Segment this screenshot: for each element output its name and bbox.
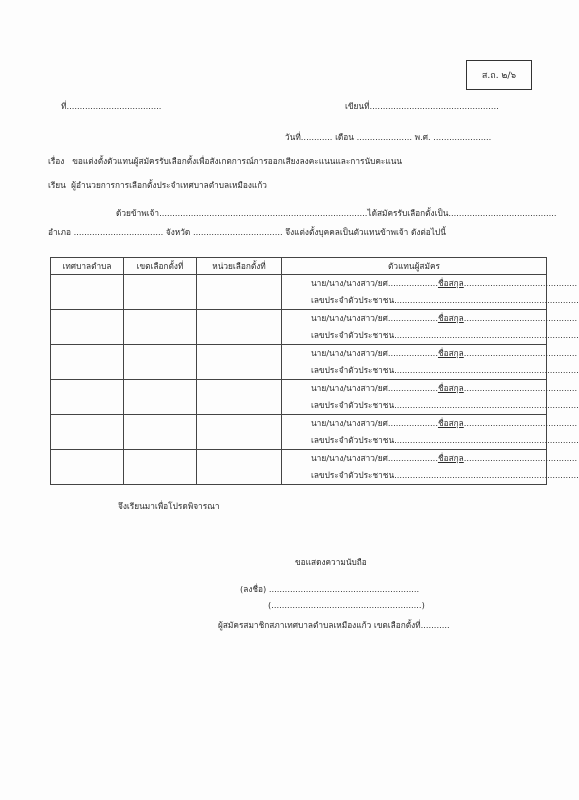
id-number-line[interactable]: เลขประจำตัวประชาชน...................................................................... bbox=[311, 435, 579, 445]
municipality-cell[interactable] bbox=[51, 275, 124, 310]
surname-label: ชื่อสกุล bbox=[437, 453, 464, 463]
body-line-1[interactable]: ด้วยข้าพเจ้า...............................................................................ได้สมัครรับเลือกตั้งเป็น......................................... bbox=[116, 208, 557, 218]
unit-cell[interactable] bbox=[197, 450, 282, 485]
id-number-line[interactable]: เลขประจำตัวประชาชน...................................................................... bbox=[311, 330, 579, 340]
surname-label: ชื่อสกุล bbox=[437, 278, 464, 288]
surname-label: ชื่อสกุล bbox=[437, 383, 464, 393]
district-cell[interactable] bbox=[124, 450, 197, 485]
unit-cell[interactable] bbox=[197, 345, 282, 380]
name-prefix: นาย/นาง/นางสาว/ยศ................... bbox=[311, 278, 438, 288]
district-cell[interactable] bbox=[124, 310, 197, 345]
representative-name-line[interactable] bbox=[282, 345, 578, 362]
representative-cell[interactable] bbox=[282, 450, 579, 485]
recipient-text: ผู้อำนวยการการเลือกตั้งประจำเทศบาลตำบลเหมืองแก้ว bbox=[71, 180, 267, 190]
subject-text: ขอแต่งตั้งตัวแทนผู้สมัครรับเลือกตั้งเพื่อสังเกตการณ์การออกเสียงลงคะแนนและการนับคะแนน bbox=[72, 156, 403, 166]
municipality-cell[interactable] bbox=[51, 380, 124, 415]
district-cell[interactable] bbox=[124, 275, 197, 310]
written-at-line bbox=[345, 99, 499, 113]
name-prefix: นาย/นาง/นางสาว/ยศ................... bbox=[311, 418, 438, 428]
municipality-cell[interactable] bbox=[51, 450, 124, 485]
representative-cell[interactable] bbox=[282, 275, 579, 310]
recipient-line bbox=[48, 178, 267, 192]
document-number-label: ที่ bbox=[61, 101, 67, 111]
table-row bbox=[51, 345, 547, 380]
unit-cell[interactable] bbox=[197, 380, 282, 415]
surname-field: ........................................... bbox=[463, 453, 578, 463]
document-number-field[interactable]: .................................... bbox=[66, 101, 162, 111]
name-prefix: นาย/นาง/นางสาว/ยศ................... bbox=[311, 313, 438, 323]
closing-consideration: จึงเรียนมาเพื่อโปรดพิจารณา bbox=[118, 501, 220, 511]
column-header-district: เขตเลือกตั้งที่ bbox=[124, 258, 197, 275]
municipality-cell[interactable] bbox=[51, 310, 124, 345]
written-at-label: เขียนที่ bbox=[345, 101, 370, 111]
table-row bbox=[51, 415, 547, 450]
document-number-line bbox=[61, 99, 161, 113]
representatives-table bbox=[50, 257, 579, 485]
representative-cell[interactable] bbox=[282, 345, 579, 380]
signature-line[interactable]: (ลงชื่อ) ......................................................... bbox=[240, 584, 420, 594]
unit-cell[interactable] bbox=[197, 415, 282, 450]
municipality-cell[interactable] bbox=[51, 415, 124, 450]
representative-name-line[interactable] bbox=[282, 310, 578, 327]
column-header-municipality: เทศบาลตำบล bbox=[51, 258, 124, 275]
table-row bbox=[51, 275, 547, 310]
signer-name-line[interactable]: (.........................................................) bbox=[268, 600, 425, 610]
surname-label: ชื่อสกุล bbox=[437, 313, 464, 323]
surname-field: ........................................... bbox=[463, 418, 578, 428]
column-header-unit: หน่วยเลือกตั้งที่ bbox=[197, 258, 282, 275]
id-number-line[interactable]: เลขประจำตัวประชาชน...................................................................... bbox=[311, 365, 579, 375]
table-row bbox=[51, 450, 547, 485]
id-number-line[interactable]: เลขประจำตัวประชาชน...................................................................... bbox=[311, 295, 579, 305]
surname-label: ชื่อสกุล bbox=[437, 348, 464, 358]
table-row bbox=[51, 310, 547, 345]
name-prefix: นาย/นาง/นางสาว/ยศ................... bbox=[311, 348, 438, 358]
district-cell[interactable] bbox=[124, 345, 197, 380]
signer-position-line[interactable]: ผู้สมัครสมาชิกสภาเทศบาลตำบลเหมืองแก้ว เขตเลือกตั้งที่........... bbox=[218, 620, 450, 630]
id-number-line[interactable]: เลขประจำตัวประชาชน...................................................................... bbox=[311, 400, 579, 410]
surname-field: ........................................... bbox=[463, 348, 578, 358]
form-code: ส.ถ. ๒/๖ bbox=[481, 71, 517, 81]
name-prefix: นาย/นาง/นางสาว/ยศ................... bbox=[311, 383, 438, 393]
representative-cell[interactable] bbox=[282, 380, 579, 415]
representative-name-line[interactable] bbox=[282, 275, 578, 292]
surname-field: ........................................... bbox=[463, 313, 578, 323]
date-line[interactable]: วันที่............ เดือน ..................... พ.ศ. ...................... bbox=[285, 132, 492, 142]
name-prefix: นาย/นาง/นางสาว/ยศ................... bbox=[311, 453, 438, 463]
unit-cell[interactable] bbox=[197, 275, 282, 310]
representative-cell[interactable] bbox=[282, 415, 579, 450]
written-at-field[interactable]: ................................................. bbox=[369, 101, 499, 111]
table-row bbox=[51, 380, 547, 415]
district-cell[interactable] bbox=[124, 380, 197, 415]
form-code-box bbox=[466, 60, 532, 90]
id-number-line[interactable]: เลขประจำตัวประชาชน...................................................................... bbox=[311, 470, 579, 480]
column-header-representative: ตัวแทนผู้สมัคร bbox=[282, 258, 547, 275]
municipality-cell[interactable] bbox=[51, 345, 124, 380]
unit-cell[interactable] bbox=[197, 310, 282, 345]
surname-field: ........................................... bbox=[463, 278, 578, 288]
representative-name-line[interactable] bbox=[282, 450, 578, 467]
subject-label: เรื่อง bbox=[48, 156, 65, 166]
closing-respect: ขอแสดงความนับถือ bbox=[295, 557, 367, 567]
representative-cell[interactable] bbox=[282, 310, 579, 345]
representative-name-line[interactable] bbox=[282, 415, 578, 432]
subject-line bbox=[48, 154, 402, 168]
body-line-2[interactable]: อำเภอ .................................. จังหวัด .................................. จึงแต่งตั้งบุคคลเป็นตัวแทนข้าพเจ้า ดังต่อไปนี้ bbox=[48, 227, 446, 237]
recipient-label: เรียน bbox=[48, 180, 66, 190]
district-cell[interactable] bbox=[124, 415, 197, 450]
surname-label: ชื่อสกุล bbox=[437, 418, 464, 428]
table-header-row bbox=[51, 258, 547, 275]
representative-name-line[interactable] bbox=[282, 380, 578, 397]
surname-field: ........................................... bbox=[463, 383, 578, 393]
